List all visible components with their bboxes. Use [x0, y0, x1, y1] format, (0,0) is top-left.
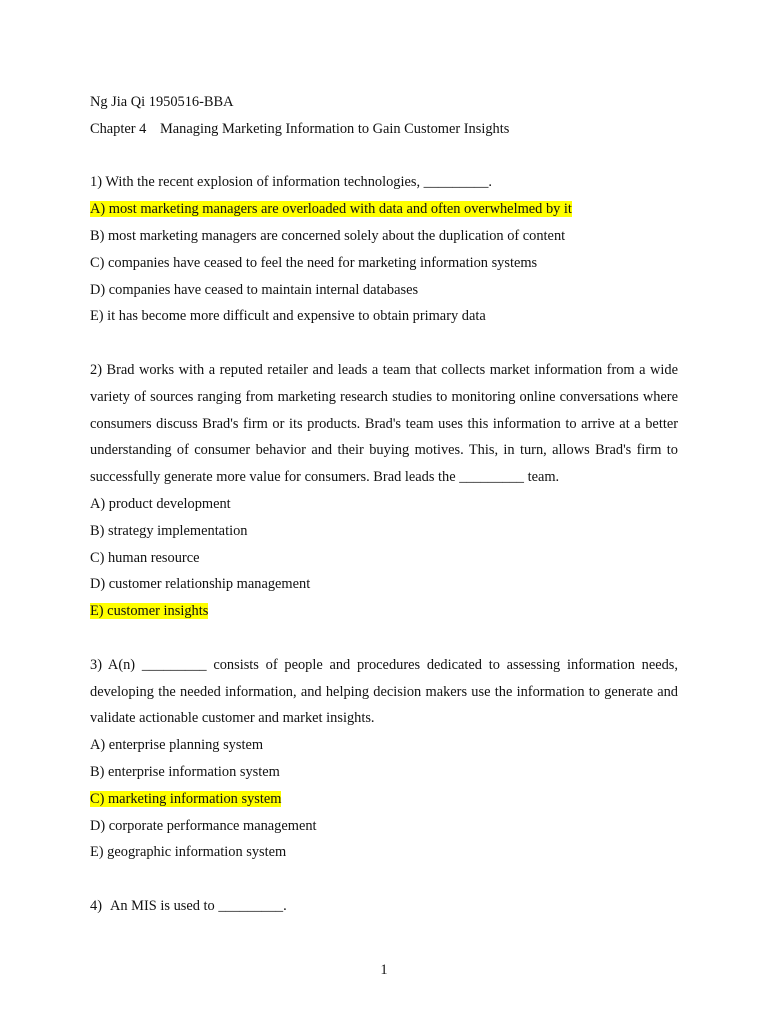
question-4-stem: An MIS is used to _________.: [110, 897, 287, 914]
question-2-stem: 2) Brad works with a reputed retailer and leads a team that collects market information from a wide variety of sources ranging from marketing research studies to monitoring online conversations where consumers discuss Brad's firm or its products. Brad's team uses this information to arrive at a better understanding of consumer behavior and their buying motives. This, in turn, allows Brad's firm to successfully generate more value for consumers. Brad leads the _________ team.: [90, 361, 678, 486]
question-3-option-b: B) enterprise information system: [90, 763, 280, 780]
document-body: [90, 89, 678, 920]
question-2: [90, 357, 678, 625]
chapter-title: Managing Marketing Information to Gain Customer Insights: [160, 120, 510, 137]
question-2-option-a: A) product development: [90, 495, 231, 512]
question-3-option-a: A) enterprise planning system: [90, 737, 264, 754]
question-3-stem: 3) A(n) _________ consists of people and procedures dedicated to assessing information needs, developing the needed information, and helping decision makers use the information to generate and validate actionable customer and market insights.: [90, 656, 678, 727]
question-2-option-e: E) customer insights: [90, 603, 209, 620]
question-1-option-b: B) most marketing managers are concerned solely about the duplication of content: [90, 227, 566, 244]
chapter-label: Chapter 4: [90, 120, 147, 137]
question-1-option-c: C) companies have ceased to feel the need for marketing information systems: [90, 254, 538, 271]
question-2-option-c: C) human resource: [90, 549, 200, 566]
chapter-heading: [90, 116, 678, 143]
question-4-number: 4): [90, 897, 102, 914]
question-1-option-e: E) it has become more difficult and expensive to obtain primary data: [90, 308, 486, 325]
question-1: [90, 169, 678, 330]
question-3-option-e: E) geographic information system: [90, 844, 287, 861]
question-1-option-d: D) companies have ceased to maintain internal databases: [90, 281, 419, 298]
question-3: [90, 652, 678, 866]
question-1-stem: 1) With the recent explosion of information technologies, _________.: [90, 174, 493, 191]
page-number: 1: [380, 962, 388, 978]
question-3-option-d: D) corporate performance management: [90, 817, 317, 834]
question-1-option-a: A) most marketing managers are overloaded with data and often overwhelmed by it: [90, 201, 572, 218]
question-2-option-b: B) strategy implementation: [90, 522, 248, 539]
author-line: Ng Jia Qi 1950516-BBA: [90, 94, 234, 110]
question-3-option-c: C) marketing information system: [90, 790, 282, 807]
question-2-option-d: D) customer relationship management: [90, 576, 311, 593]
question-4: [90, 893, 678, 920]
